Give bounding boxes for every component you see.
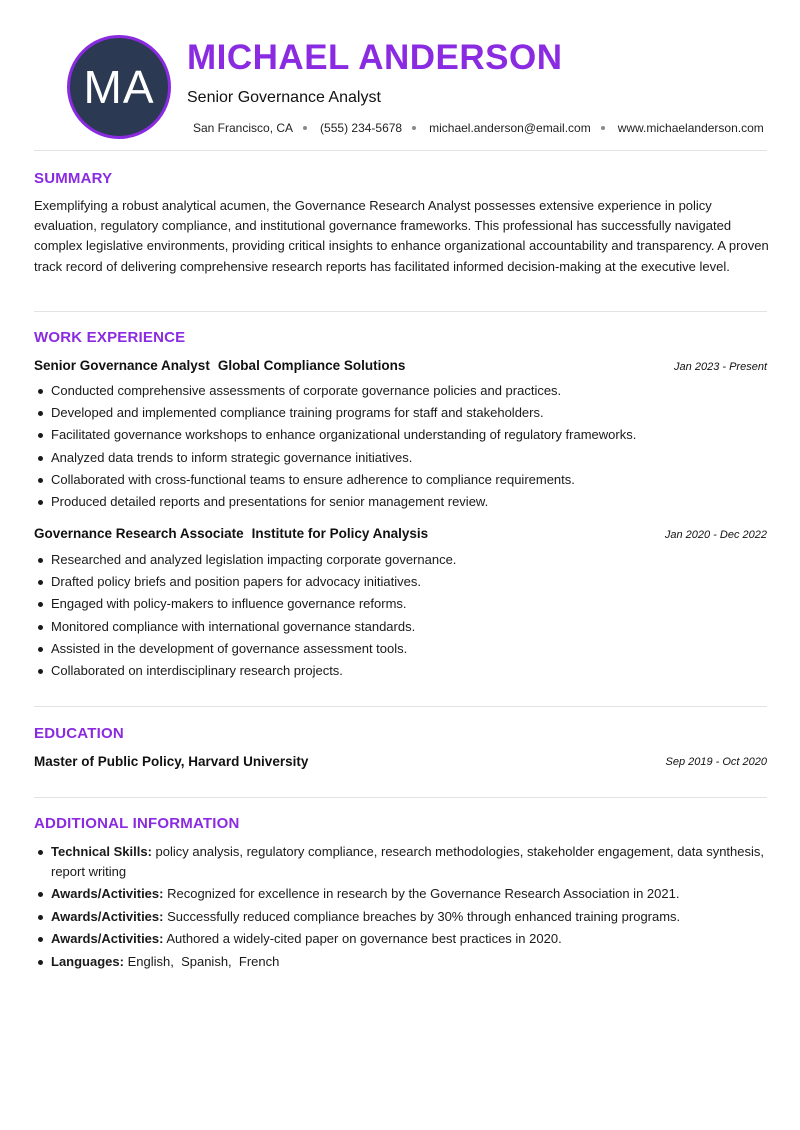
contact-phone[interactable]: (555) 234-5678 (320, 121, 403, 135)
item-text: Recognized for excellence in research by the Governance Research Association in 2021. (167, 886, 680, 901)
separator-dot-icon (601, 126, 605, 130)
job-dates: Jan 2023 - Present (674, 361, 767, 373)
list-item (34, 842, 769, 881)
contact-email[interactable]: michael.anderson@email.com (429, 121, 591, 135)
job-heading (34, 526, 428, 541)
avatar-initials: MA (83, 61, 155, 113)
candidate-title: Senior Governance Analyst (187, 89, 381, 106)
list-item: Conducted comprehensive assessments of corporate governance policies and practices. (34, 381, 769, 403)
list-item: Assisted in the development of governance assessment tools. (34, 639, 769, 661)
item-text: policy analysis, regulatory compliance, research methodologies, stakeholder engagement, data synthesis, report writing (51, 844, 764, 879)
item-label: Languages: (51, 953, 124, 969)
list-item: Drafted policy briefs and position papers for advocacy initiatives. (34, 572, 769, 594)
item-text: Successfully reduced compliance breaches by 30% through enhanced training programs. (167, 908, 681, 924)
list-item: Engaged with policy-makers to influence governance reforms. (34, 594, 769, 616)
education-dates: Sep 2019 - Oct 2020 (665, 756, 767, 768)
item-label: Technical Skills: (51, 844, 152, 859)
resume-header (33, 0, 767, 150)
list-item: Produced detailed reports and presentations for senior management review. (34, 492, 769, 514)
job-role: Governance Research Associate (34, 526, 244, 541)
item-label: Awards/Activities: (51, 886, 164, 901)
summary-text: Exemplifying a robust analytical acumen, the Governance Research Analyst possesses extensive experience in policy evaluation, regulatory compliance, and institutional governance frameworks. This professional has successfully navigated complex legislative environments, providing critical insights to enhance organizational accountability and transparency. A proven track record of delivering comprehensive research reports has facilitated informed decision-making at the executive level. (34, 198, 769, 274)
section-divider (34, 150, 767, 151)
item-text: Authored a widely-cited paper on governance best practices in 2020. (166, 931, 562, 946)
job-heading (34, 358, 405, 373)
list-item: Collaborated with cross-functional teams to ensure adherence to compliance requirements. (34, 470, 769, 492)
list-item (34, 907, 769, 927)
section-divider (34, 311, 767, 312)
section-divider (34, 797, 767, 798)
job-company: Institute for Policy Analysis (251, 526, 429, 541)
separator-dot-icon (303, 126, 307, 130)
list-item: Facilitated governance workshops to enhance organizational understanding of regulatory frameworks. (34, 425, 769, 447)
education-degree: Master of Public Policy, Harvard University (34, 754, 309, 769)
list-item (34, 884, 769, 904)
contact-location: San Francisco, CA (193, 121, 294, 135)
list-item: Collaborated on interdisciplinary research projects. (34, 661, 769, 683)
list-item: Researched and analyzed legislation impacting corporate governance. (34, 550, 769, 572)
contact-website[interactable]: www.michaelanderson.com (617, 121, 764, 135)
additional-info-list (34, 842, 769, 974)
list-item (34, 952, 769, 972)
item-label: Awards/Activities: (51, 931, 164, 946)
section-divider (34, 706, 767, 707)
job-bullet-list (34, 550, 769, 683)
job-bullet-list (34, 381, 769, 514)
job-role: Senior Governance Analyst (34, 358, 210, 373)
summary-heading: SUMMARY (34, 170, 113, 187)
list-item: Monitored compliance with international governance standards. (34, 617, 769, 639)
work-experience-heading: WORK EXPERIENCE (34, 329, 186, 346)
separator-dot-icon (412, 126, 416, 130)
item-label: Awards/Activities: (51, 908, 164, 924)
avatar (67, 35, 171, 139)
job-company: Global Compliance Solutions (217, 358, 406, 373)
candidate-name: MICHAEL ANDERSON (187, 38, 563, 77)
education-heading: EDUCATION (34, 725, 124, 742)
contact-info (193, 121, 764, 135)
item-text: English, Spanish, French (127, 953, 280, 969)
job-dates: Jan 2020 - Dec 2022 (664, 529, 767, 541)
list-item: Analyzed data trends to inform strategic governance initiatives. (34, 448, 769, 470)
additional-info-heading: ADDITIONAL INFORMATION (34, 815, 240, 832)
list-item (34, 929, 769, 949)
list-item: Developed and implemented compliance training programs for staff and stakeholders. (34, 403, 769, 425)
